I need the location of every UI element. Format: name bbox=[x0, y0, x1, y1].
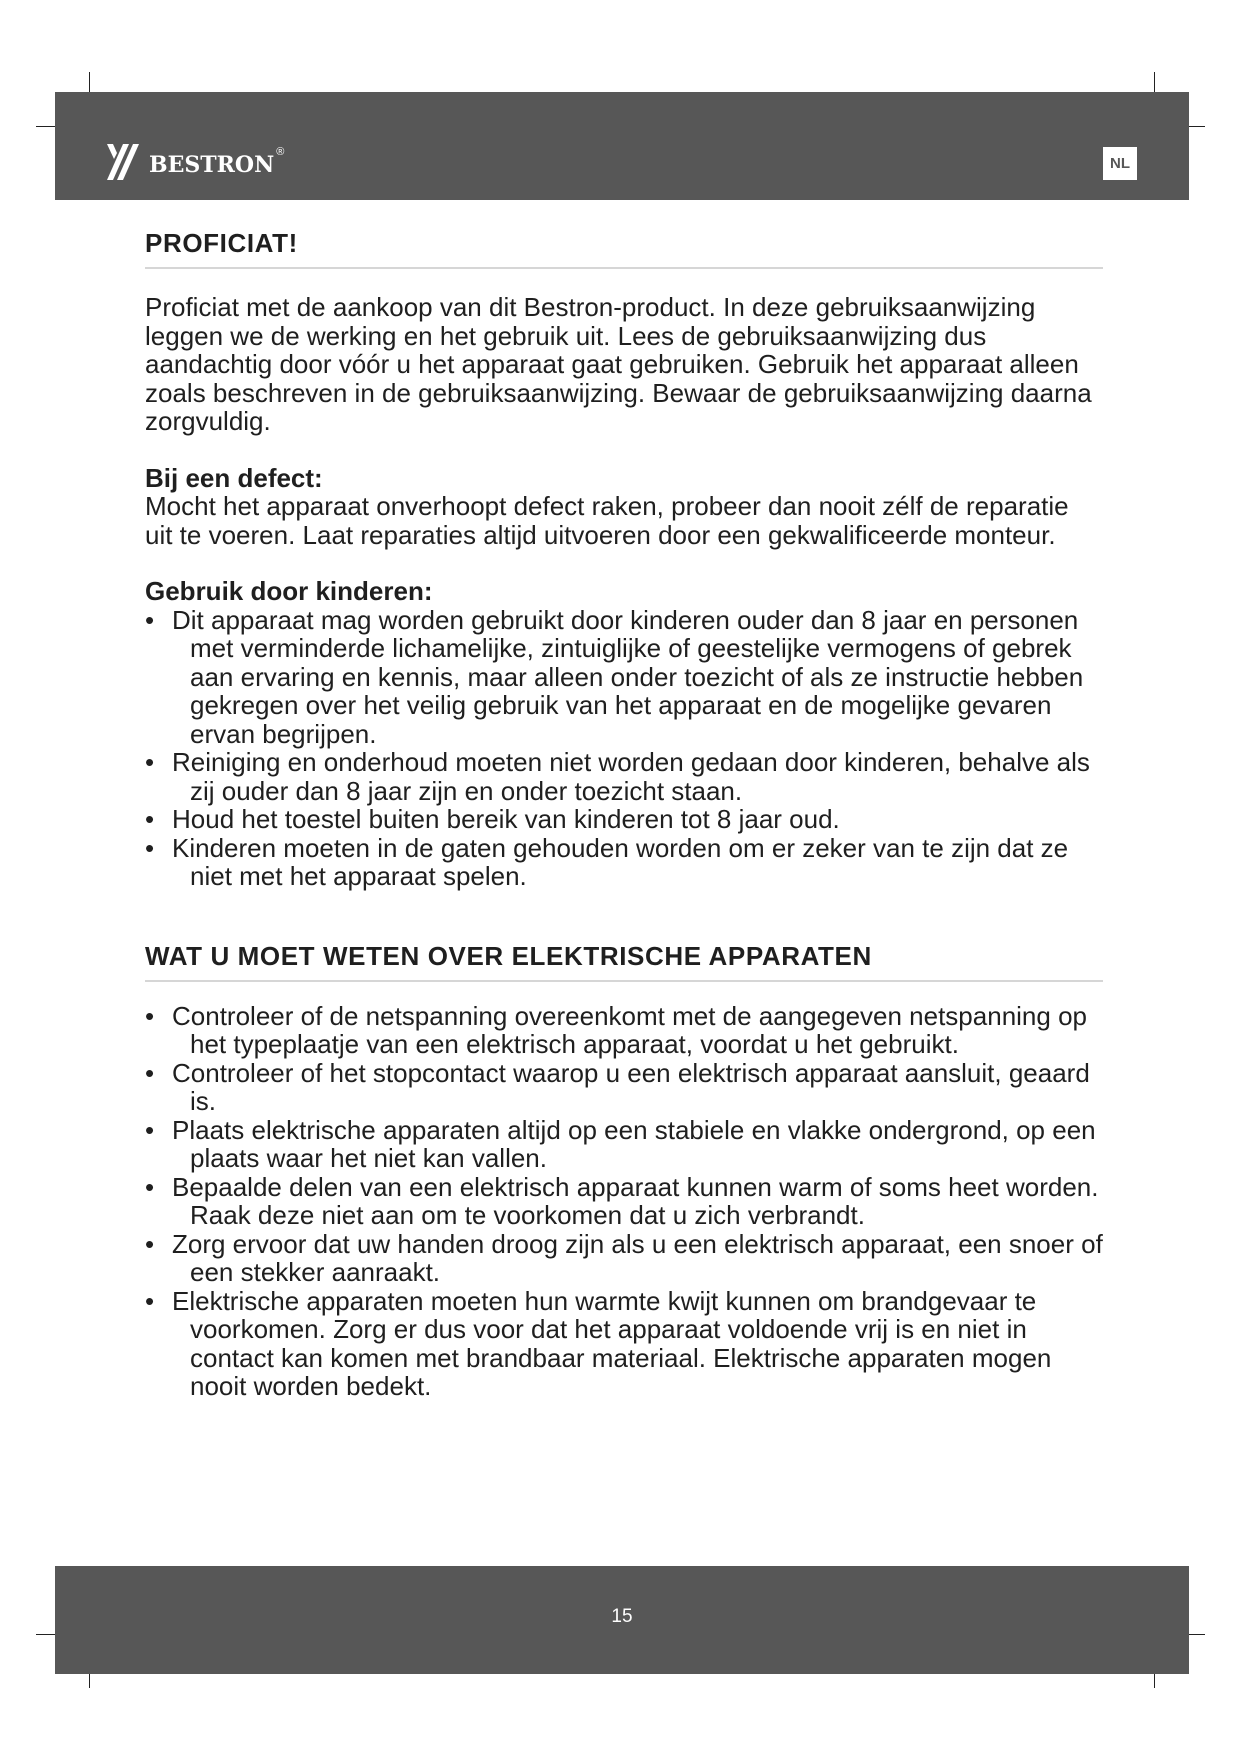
language-badge: NL bbox=[1103, 147, 1137, 180]
page-number: 15 bbox=[611, 1606, 633, 1627]
page-footer bbox=[55, 1566, 1189, 1674]
page-header bbox=[55, 92, 1189, 200]
list-item: • Plaats elektrische apparaten altijd op een stabiele en vlakke ondergrond, op een plaats waar het niet kan vallen. bbox=[145, 1116, 1103, 1173]
intro-paragraph: Proficiat met de aankoop van dit Bestron-product. In deze gebruiksaanwijzing leggen we de werking en het gebruik uit. Lees de gebruiksaanwijzing dus aandachtig door vóór u het apparaat gaat gebruiken. Gebruik het apparaat alleen zoals beschreven in de gebruiksaanwijzing. Bewaar de gebruiksaanwijzing daarna zorgvuldig. bbox=[145, 292, 1092, 436]
children-list bbox=[145, 606, 1103, 891]
list-item: • Kinderen moeten in de gaten gehouden worden om er zeker van te zijn dat ze niet met het apparaat spelen. bbox=[145, 834, 1103, 891]
defect-text: Mocht het apparaat onverhoopt defect raken, probeer dan nooit zélf de reparatie uit te voeren. Laat reparaties altijd uitvoeren door een gekwalificeerde monteur. bbox=[145, 491, 1069, 550]
list-item: • Dit apparaat mag worden gebruikt door kinderen ouder dan 8 jaar en personen met verminderde lichamelijke, zintuiglijke of geestelijke vermogens of gebrek aan ervaring en kennis, maar alleen onder toezicht of als ze instructie hebben gekregen over het veilig gebruik van het apparaat en de mogelijke gevaren ervan begrijpen. bbox=[145, 606, 1103, 749]
list-item: • Zorg ervoor dat uw handen droog zijn als u een elektrisch apparaat, een snoer of een stekker aanraakt. bbox=[145, 1230, 1103, 1287]
brand-logo bbox=[105, 142, 284, 182]
electrical-list bbox=[145, 1002, 1103, 1401]
list-item: • Controleer of het stopcontact waarop u een elektrisch apparaat aansluit, geaard is. bbox=[145, 1059, 1103, 1116]
section-heading: PROFICIAT! bbox=[145, 228, 1103, 269]
list-item: • Bepaalde delen van een elektrisch apparaat kunnen warm of soms heet worden. Raak deze niet aan om te voorkomen dat u zich verbrandt. bbox=[145, 1173, 1103, 1230]
list-item: • Controleer of de netspanning overeenkomt met de aangegeven netspanning op het typeplaatje van een elektrisch apparaat, voordat u het gebruikt. bbox=[145, 1002, 1103, 1059]
brand-name: bestron bbox=[149, 144, 275, 180]
electrical-section bbox=[145, 941, 1103, 1401]
chevrons-icon bbox=[105, 142, 139, 182]
list-item: • Reiniging en onderhoud moeten niet worden gedaan door kinderen, behalve als zij ouder dan 8 jaar zijn en onder toezicht staan. bbox=[145, 748, 1103, 805]
list-item: • Houd het toestel buiten bereik van kinderen tot 8 jaar oud. bbox=[145, 805, 1103, 834]
section-heading: WAT U MOET WETEN OVER ELEKTRISCHE APPARATEN bbox=[145, 941, 1103, 982]
children-heading: Gebruik door kinderen: bbox=[145, 576, 433, 606]
list-item: • Elektrische apparaten moeten hun warmte kwijt kunnen om brandgevaar te voorkomen. Zorg er dus voor dat het apparaat voldoende vrij is en niet in contact kan komen met brandbaar materiaal. Elektrische apparaten mogen nooit worden bedekt. bbox=[145, 1287, 1103, 1401]
page-content bbox=[145, 228, 1103, 1401]
defect-heading: Bij een defect: bbox=[145, 462, 323, 493]
registered-mark: ® bbox=[276, 146, 285, 158]
